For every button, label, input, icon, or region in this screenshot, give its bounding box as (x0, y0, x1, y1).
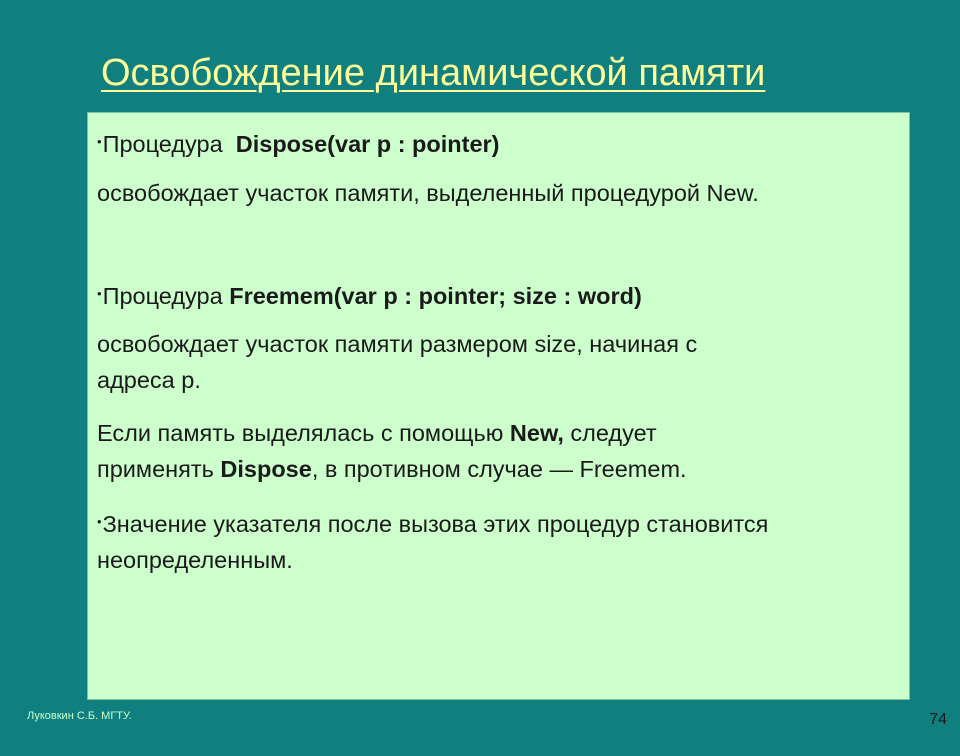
bullet: • (97, 286, 102, 301)
dispose-procedure-line (97, 124, 907, 162)
freemem-description-line2: адреса р. (97, 367, 201, 393)
usage-note-dispose: Dispose (220, 456, 312, 482)
pointer-value-note-line2: неопределенным. (97, 547, 293, 573)
footer-author: Луковкин С.Б. МГТУ. (27, 710, 132, 722)
page-number: 74 (929, 711, 947, 728)
pointer-value-note-line1: Значение указателя после вызова этих процедур становится (102, 511, 769, 537)
usage-note-text: следует (563, 420, 657, 446)
procedure-label: Процедура (102, 283, 230, 309)
freemem-signature: Freemem(var p : pointer; size : word) (229, 283, 642, 309)
bullet: • (97, 514, 102, 529)
pointer-value-note (97, 504, 907, 578)
freemem-description-line1: освобождает участок памяти размером size, начиная с (97, 331, 698, 357)
freemem-description (97, 326, 907, 398)
usage-note-text: Если память выделялась с помощью (97, 420, 510, 446)
dispose-signature: Dispose(var p : pointer) (235, 131, 500, 157)
procedure-label: Процедура (102, 131, 236, 157)
usage-note (97, 415, 907, 487)
usage-note-text: применять (97, 456, 221, 482)
dispose-description: освобождает участок памяти, выделенный процедурой New. (97, 180, 759, 206)
freemem-procedure-line (97, 276, 907, 314)
usage-note-text: , в противном случае — Freemem. (311, 456, 687, 482)
bullet: • (97, 134, 102, 149)
usage-note-new: New, (509, 420, 564, 446)
slide-title: Освобождение динамической памяти (101, 52, 766, 94)
